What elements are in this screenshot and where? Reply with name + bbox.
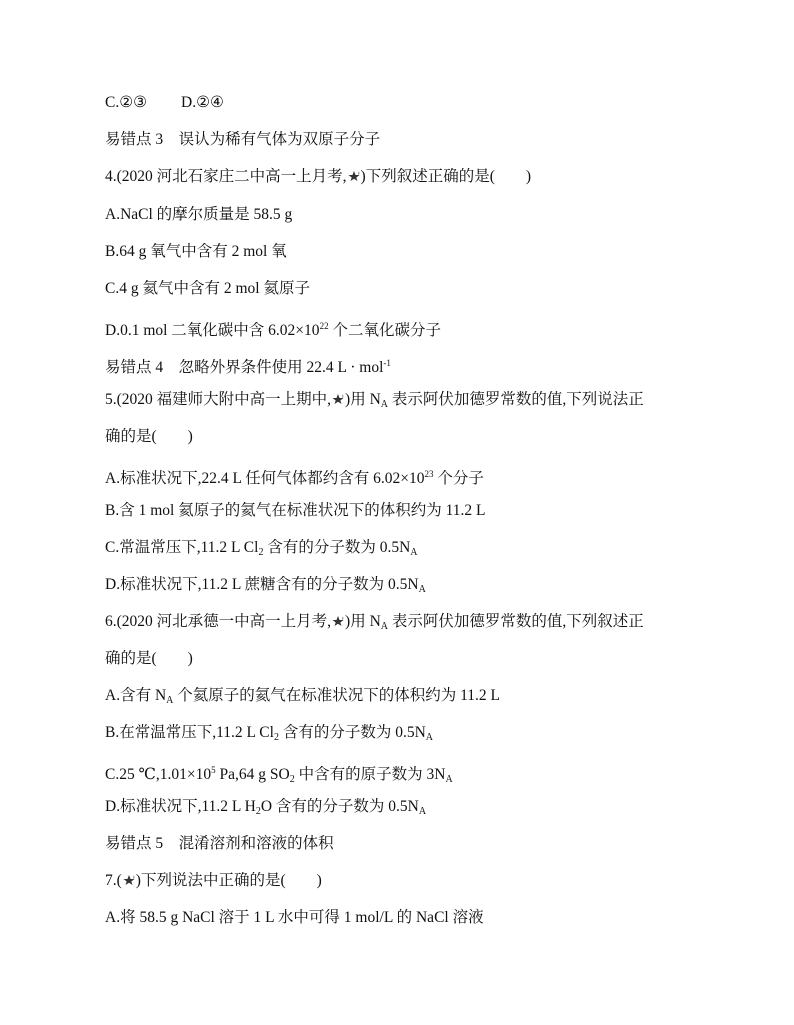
question-4-option-d: D.0.1 mol 二氧化碳中含 $6.02\times 10^{22}$ 个二氧化碳分子 bbox=[105, 321, 441, 339]
section-heading-3: 易错点 3 误认为稀有气体为双原子分子 bbox=[105, 131, 381, 148]
question-5-stem: 5.(2020 福建师大附中高一上期中, )用 $N_A$ 表示阿伏加德罗常数的值,下列说法正 bbox=[105, 391, 644, 410]
question-6-option-b: B.在常温常压下,11.2 L $Cl_2$ 含有的分子数为 $0.5N_A$ bbox=[105, 724, 433, 743]
question-6-option-c: C.25 $℃,1.01\times 10^5$ Pa,64 g $SO_2$ 中含有的原子数为 $3N_A$ bbox=[105, 765, 453, 785]
question-4-option-b: B.64 g 氧气中含有 2 mol 氧 bbox=[105, 243, 287, 260]
question-4-stem: 4.(2020 河北石家庄二中高一上月考, )下列叙述正确的是( ) bbox=[105, 168, 532, 185]
difficulty-star-icon bbox=[122, 874, 136, 886]
question-4-option-c: C.4 g 氦气中含有 2 mol 氦原子 bbox=[105, 280, 310, 297]
question-5-stem-cont: 确的是( ) bbox=[105, 428, 193, 445]
difficulty-star-icon bbox=[331, 615, 345, 627]
options-line-c-d bbox=[105, 93, 224, 113]
question-7-option-a: A.将 58.5 g NaCl 溶于 1 L 水中可得 1 mol/L 的 NaCl 溶液 bbox=[105, 909, 484, 926]
question-7-stem: 7.( )下列说法中正确的是( ) bbox=[105, 872, 322, 889]
option-d: D.②④ bbox=[181, 94, 224, 111]
question-6-option-d: D.标准状况下,11.2 L $H_2O$ 含有的分子数为 $0.5N_A$ bbox=[105, 798, 427, 817]
section-heading-5: 易错点 5 混淆溶剂和溶液的体积 bbox=[105, 835, 334, 852]
question-6-stem: 6.(2020 河北承德一中高一上月考, )用 $N_A$ 表示阿伏加德罗常数的值,下列叙述正 bbox=[105, 613, 644, 632]
section-heading-4: 易错点 4 忽略外界条件使用 22.4 L · mol$^{-1}$ bbox=[105, 358, 391, 376]
option-c: C.②③ bbox=[105, 94, 148, 111]
question-4-option-a: A.NaCl 的摩尔质量是 58.5 g bbox=[105, 206, 293, 223]
difficulty-star-icon bbox=[331, 393, 345, 405]
difficulty-star-icon bbox=[347, 170, 361, 182]
question-6-option-a: A.含有 $N_A$ 个氦原子的氦气在标准状况下的体积约为 11.2 L bbox=[105, 687, 501, 706]
question-5-option-d: D.标准状况下,11.2 L 蔗糖含有的分子数为 $0.5N_A$ bbox=[105, 576, 426, 595]
question-6-stem-cont: 确的是( ) bbox=[105, 650, 193, 667]
question-5-option-c: C.常温常压下,11.2 L $Cl_2$ 含有的分子数为 $0.5N_A$ bbox=[105, 539, 418, 558]
question-5-option-a: A.标准状况下,22.4 L 任何气体都约含有 $6.02\times 10^{23}$ 个分子 bbox=[105, 469, 484, 487]
question-5-option-b: B.含 1 mol 氦原子的氦气在标准状况下的体积约为 11.2 L bbox=[105, 502, 486, 519]
